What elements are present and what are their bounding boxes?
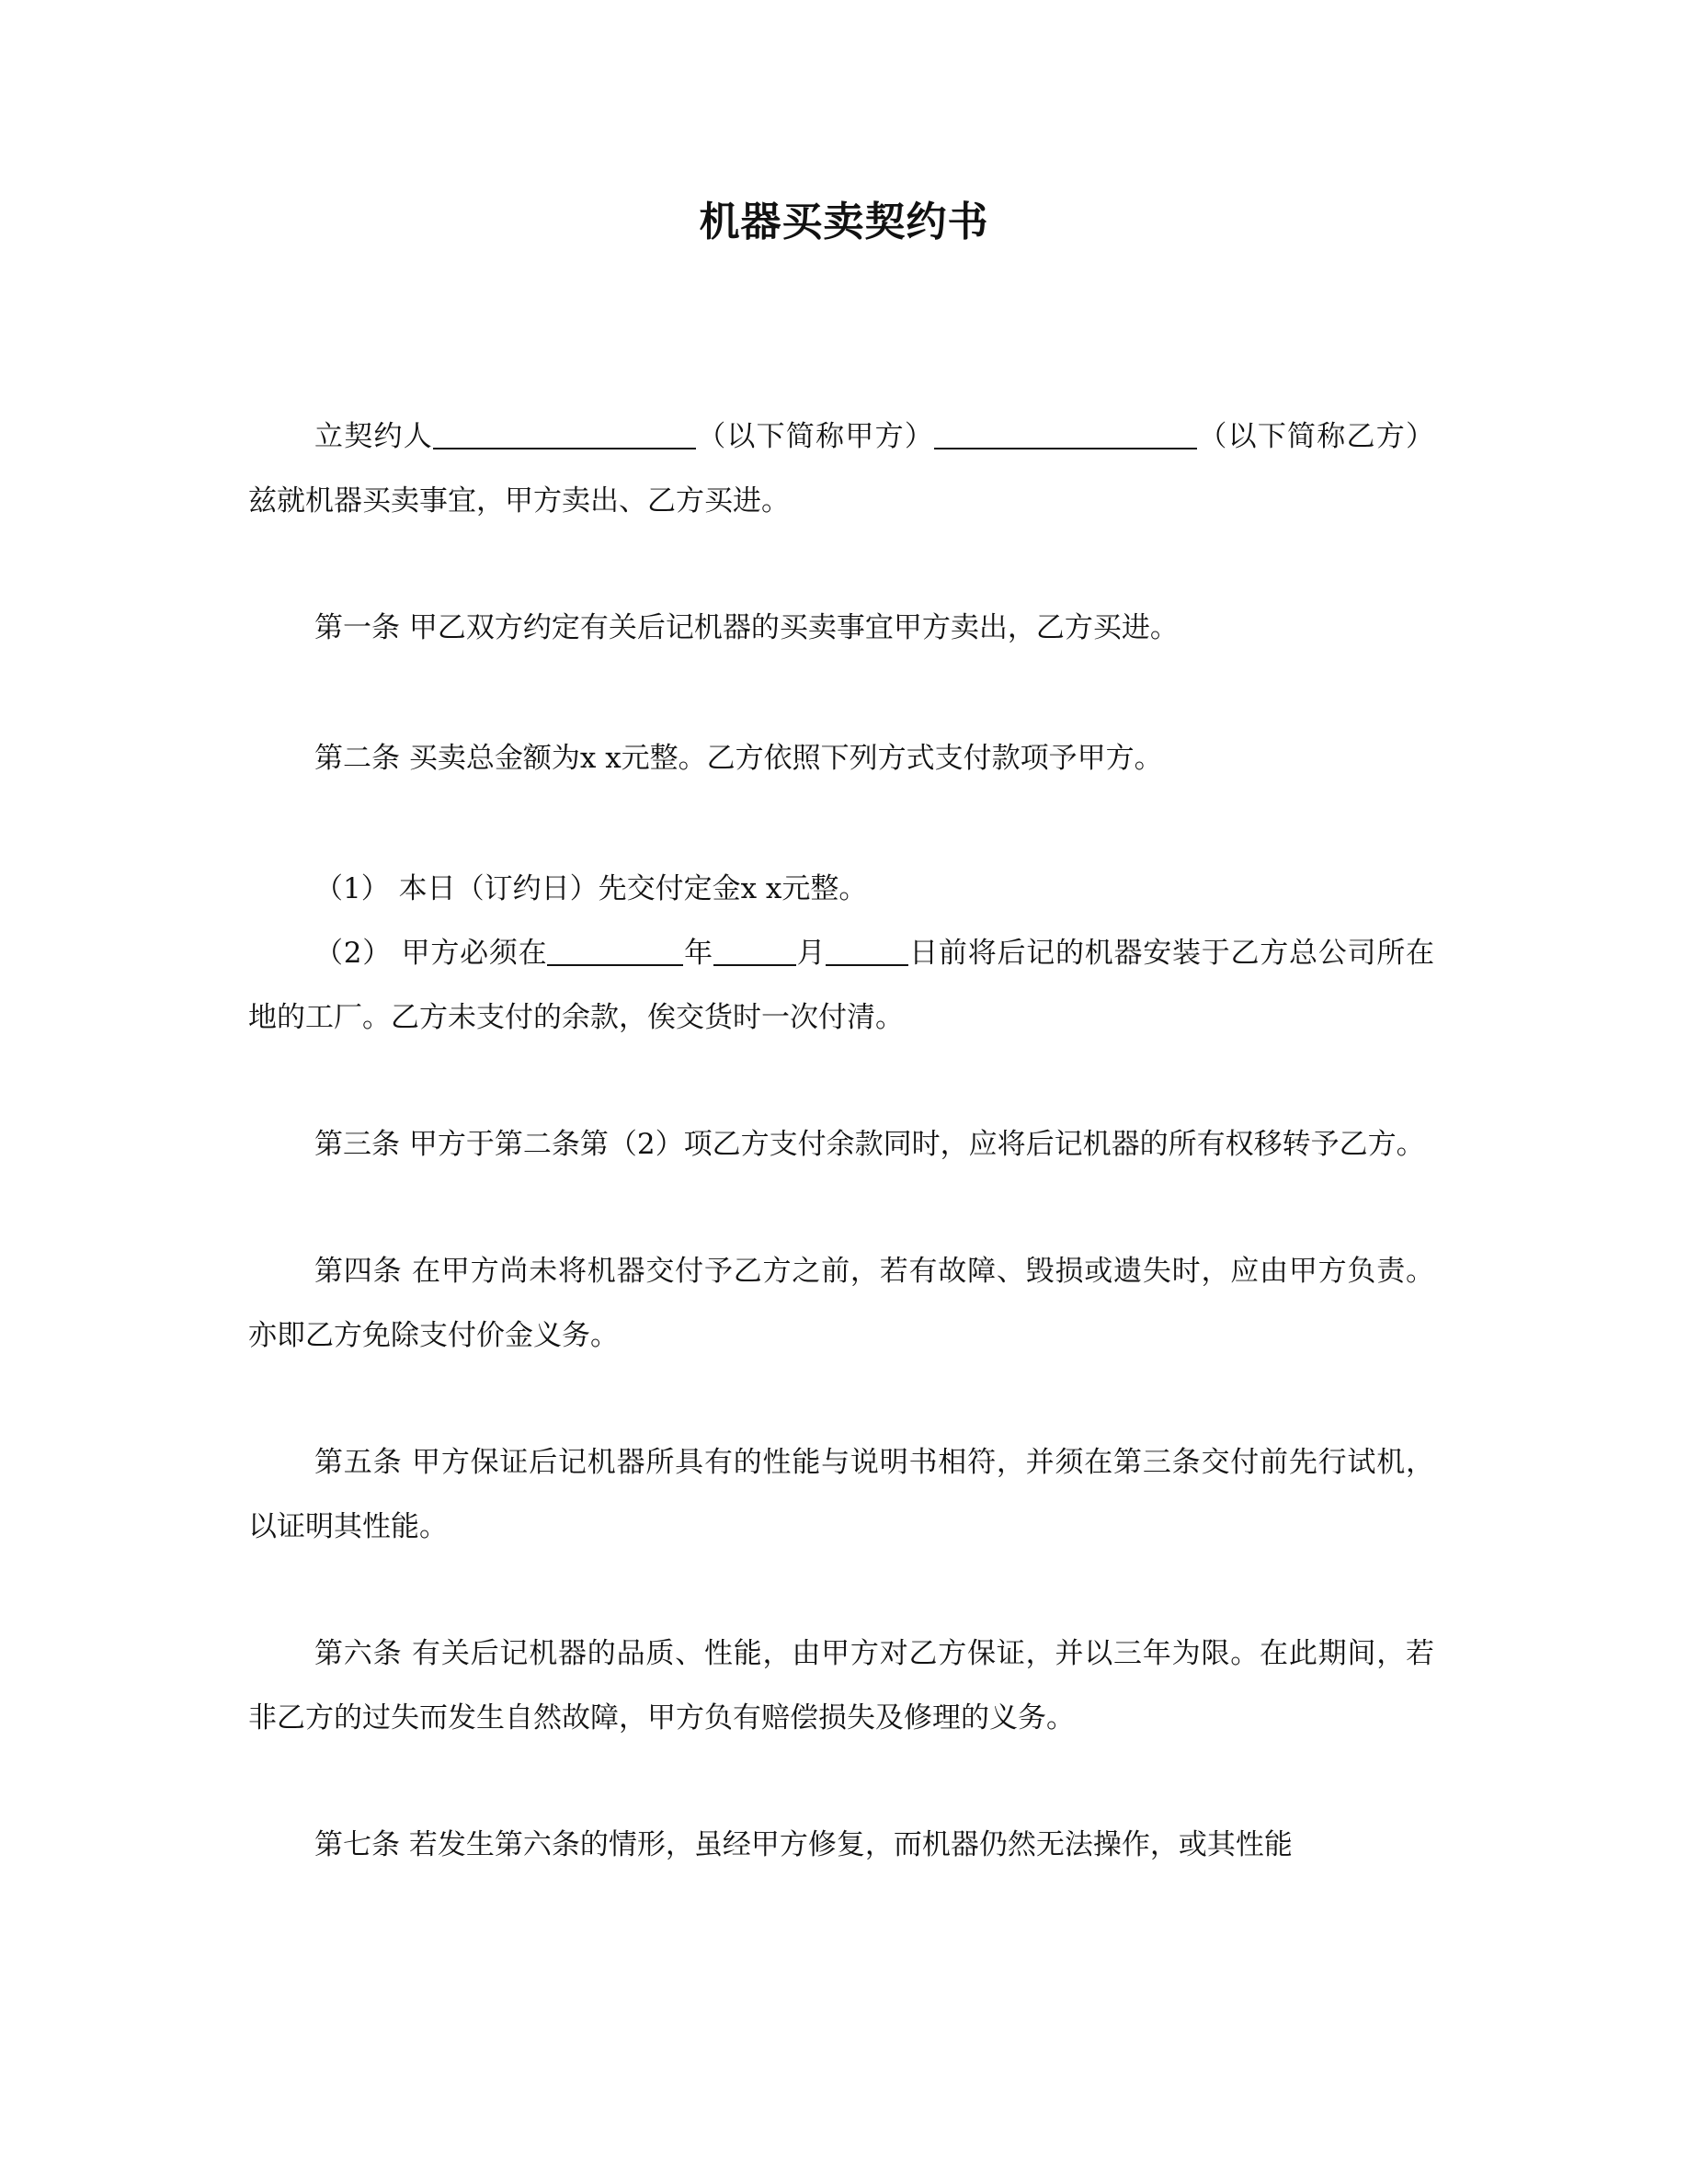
intro-paragraph (248, 404, 1434, 533)
document-body (248, 404, 1434, 1877)
item-2-month: 月 (795, 937, 827, 970)
article-5: 第五条 甲方保证后记机器所具有的性能与说明书相符，并须在第三条交付前先行试机，以证明其性能。 (248, 1446, 1434, 1543)
article-1: 第一条 甲乙双方约定有关后记机器的买卖事宜甲方卖出，乙方买进。 (314, 611, 1179, 644)
article-7: 第七条 若发生第六条的情形，虽经甲方修复，而机器仍然无法操作，或其性能 (314, 1828, 1293, 1861)
article-2: 第二条 买卖总金额为x x元整。乙方依照下列方式支付款项予甲方。 (314, 742, 1163, 775)
article-2-item-2 (248, 921, 1434, 1050)
item-2-year: 年 (683, 937, 713, 970)
month-blank (713, 933, 796, 966)
article-6: 第六条 有关后记机器的品质、性能，由甲方对乙方保证，并以三年为限。在此期间，若非乙方的过失而发生自然故障，甲方负有赔偿损失及修理的义务。 (248, 1637, 1434, 1735)
article-4: 第四条 在甲方尚未将机器交付予乙方之前，若有故障、毁损或遗失时，应由甲方负责。亦即乙方免除支付价金义务。 (248, 1255, 1434, 1352)
intro-text-1: 立契约人 (314, 420, 433, 453)
item-2-prefix: （2） 甲方必须在 (314, 937, 548, 970)
intro-text-2: （以下简称甲方） (695, 420, 935, 453)
intro-text-3: （以下简称乙方）兹就机器买卖事宜，甲方卖出、乙方买进。 (248, 420, 1435, 518)
party-a-blank (433, 416, 696, 449)
article-3: 第三条 甲方于第二条第（2）项乙方支付余款同时，应将后记机器的所有权移转予乙方。 (314, 1128, 1425, 1161)
year-blank (547, 933, 683, 966)
item-2-suffix: 日前将后记的机器安装于乙方总公司所在地的工厂。乙方未支付的余款，俟交货时一次付清。 (248, 937, 1435, 1034)
article-2-item-1: （1） 本日（订约日）先交付定金x x元整。 (314, 872, 868, 905)
day-blank (826, 933, 908, 966)
document-title: 机器买卖契约书 (699, 199, 989, 245)
party-b-blank (934, 416, 1197, 449)
